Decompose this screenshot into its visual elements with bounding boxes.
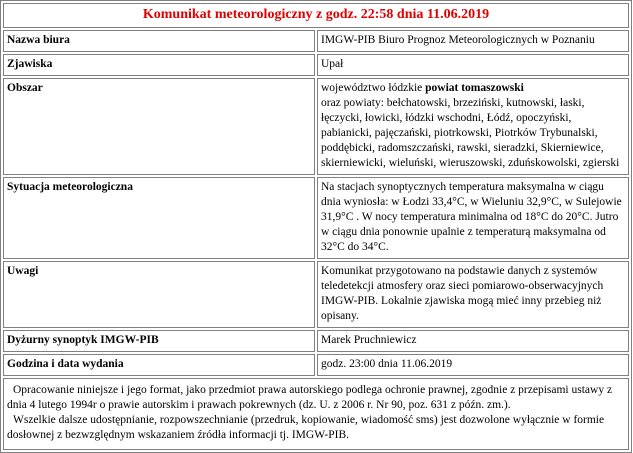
area-voivodeship: województwo łódzkie — [321, 82, 426, 94]
table-row-phenomenon — [3, 54, 629, 76]
area-value — [317, 78, 629, 175]
forecaster-label: Dyżurny synoptyk IMGW-PIB — [3, 330, 315, 352]
table-row-office — [3, 30, 629, 52]
area-counties-list: oraz powiaty: bełchatowski, brzeziński, kutnowski, łaski, łęczycki, łowicki, łódzki wschodni, Łódź, opoczyński, pabianicki, pajęczański, piotrkowski, Piotrków Trybunalski, poddębicki, radomszczański, rawski, sieradzki, Skierniewice, skierniewicki, wieluński, wieruszowski, zduńskowolski, zgierski — [321, 97, 620, 169]
remarks-value: Komunikat przygotowano na podstawie danych z systemów teledetekcji atmosfery oraz sieci pomiarowo-obserwacyjnych IMGW-PIB. Lokalnie zjawiska mogą mieć inny przebieg niż opisany. — [317, 261, 629, 328]
copyright-text: Opracowanie niniejsze i jego format, jako przedmiot prawa autorskiego podlega ochronie prawnej, zgodnie z przepisami ustawy z dnia 4 lutego 1994r o prawie autorskim i prawach pokrewnych (dz. U. z 2006 r. Nr 90, poz. 631 z późn. zm.). — [7, 384, 613, 411]
office-value: IMGW-PIB Biuro Prognoz Meteorologicznych w Poznaniu — [317, 30, 629, 52]
phenomenon-value: Upał — [317, 54, 629, 76]
title-row — [3, 3, 629, 28]
table-row-area — [3, 78, 629, 175]
table-row-forecaster — [3, 330, 629, 352]
sharing-text: Wszelkie dalsze udostępnianie, rozpowszechnianie (przedruk, kopiowanie, wiadomość sms) jest dozwolone wyłącznie w formie dosłownej z bezwzględnym wskazaniem źródła informacji tj. IMGW-PIB. — [7, 414, 605, 441]
issued-value: godz. 23:00 dnia 11.06.2019 — [317, 354, 629, 376]
table-row-issued — [3, 354, 629, 376]
area-highlight-county: powiat tomaszowski — [425, 82, 524, 94]
forecaster-value: Marek Pruchniewicz — [317, 330, 629, 352]
footer-row — [3, 378, 629, 450]
phenomenon-label: Zjawiska — [3, 54, 315, 76]
report-title: Komunikat meteorologiczny z godz. 22:58 dnia 11.06.2019 — [3, 3, 629, 28]
office-label: Nazwa biura — [3, 30, 315, 52]
table-row-remarks — [3, 261, 629, 328]
table-row-situation — [3, 177, 629, 259]
area-label: Obszar — [3, 78, 315, 175]
remarks-label: Uwagi — [3, 261, 315, 328]
copyright-notice — [3, 378, 629, 450]
issued-label: Godzina i data wydania — [3, 354, 315, 376]
situation-label: Sytuacja meteorologiczna — [3, 177, 315, 259]
situation-value: Na stacjach synoptycznych temperatura maksymalna w ciągu dnia wyniosła: w Łodzi 33,4°C, w Wieluniu 32,9°C, w Sulejowie 31,9°C . W nocy temperatura minimalna od 18°C do 20°C. Jutro w ciągu dnia ponownie upalnie z temperaturą maksymalna od 32°C do 34°C. — [317, 177, 629, 259]
